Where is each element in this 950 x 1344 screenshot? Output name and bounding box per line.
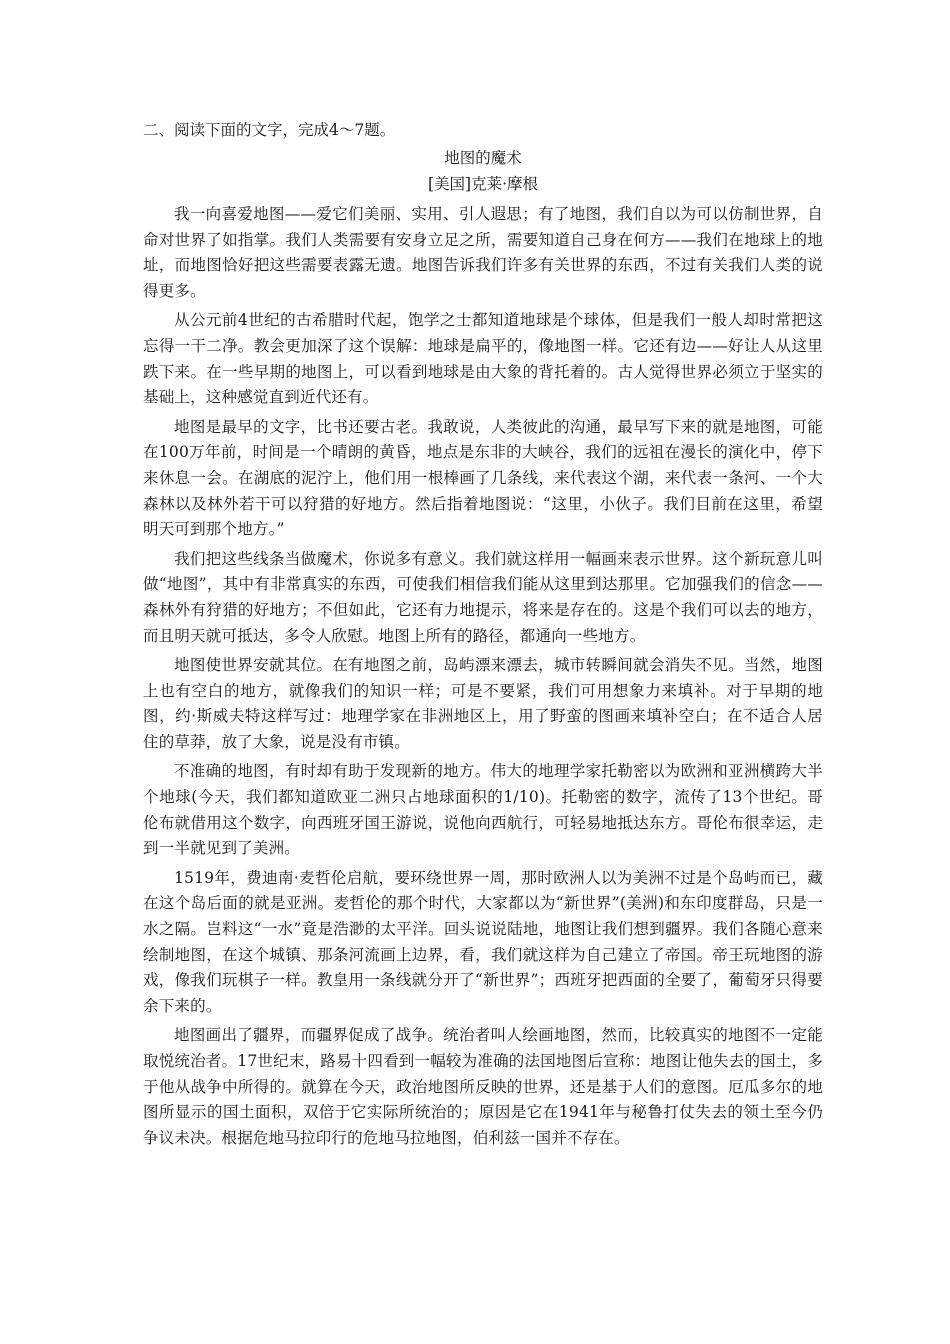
- paragraph: 我们把这些线条当做魔术，你说多有意义。我们就这样用一幅画来表示世界。这个新玩意儿叫做“地图”，其中有非常真实的东西，可使我们相信我们能从这里到达那里。它加强我们的信念——森林外有狩猎的好地方；不但如此，它还有力地提示，将来是存在的。这是个我们可以去的地方，而且明天就可抵达，多令人欣慰。地图上所有的路径，都通向一些地方。: [143, 549, 823, 645]
- article-author: [美国]克莱·摩根: [427, 175, 539, 193]
- paragraph: 我一向喜爱地图——爱它们美丽、实用、引人遐思；有了地图，我们自以为可以仿制世界，自命对世界了如指掌。我们人类需要有安身立足之所，需要知道自己身在何方——我们在地球上的地址，而地图恰好把这些需要表露无遗。地图告诉我们许多有关世界的东西，不过有关我们人类的说得更多。: [143, 205, 823, 300]
- paragraph: 不准确的地图，有时却有助于发现新的地方。伟大的地理学家托勒密以为欧洲和亚洲横跨大半个地球(今天，我们都知道欧亚二洲只占地球面积的1/10)。托勒密的数字，流传了13个世纪。哥伦布就借用这个数字，向西班牙国王游说，说他向西航行，可轻易地抵达东方。哥伦布很幸运，走到一半就见到了美洲。: [143, 762, 823, 858]
- paragraph: 从公元前4世纪的古希腊时代起，饱学之士都知道地球是个球体，但是我们一般人却时常把这忘得一干二净。教会更加深了这个误解：地球是扁平的，像地图一样。它还有边——好让人从这里跌下来。在一些早期的地图上，可以看到地球是由大象的背托着的。古人觉得世界必须立于坚实的基础上，这种感觉直到近代还有。: [143, 311, 823, 407]
- paragraph: 地图使世界安就其位。在有地图之前，岛屿漂来漂去，城市转瞬间就会消失不见。当然，地图上也有空白的地方，就像我们的知识一样；可是不要紧，我们可用想象力来填补。对于早期的地图，约·斯威夫特这样写过：地理学家在非洲地区上，用了野蛮的图画来填补空白；在不适合人居住的草莽，放了大象，说是没有市镇。: [143, 656, 823, 751]
- paragraph: 地图画出了疆界，而疆界促成了战争。统治者叫人绘画地图，然而，比较真实的地图不一定能取悦统治者。17世纪末，路易十四看到一幅较为准确的法国地图后宣称：地图让他失去的国土，多于他从战争中所得的。就算在今天，政治地图所反映的世界，还是基于人们的意图。厄瓜多尔的地图所显示的国土面积，双倍于它实际所统治的；原因是它在1941年与秘鲁打仗失去的领土至今仍争议未决。根据危地马拉印行的危地马拉地图，伯利兹一国并不存在。: [143, 1026, 823, 1147]
- paragraph: 1519年，费迪南·麦哲伦启航，要环绕世界一周，那时欧洲人以为美洲不过是个岛屿而已，藏在这个岛后面的就是亚洲。麦哲伦的那个时代，大家都以为“新世界”(美洲)和东印度群岛，只是一水之隔。岂料这“一水”竟是浩渺的太平洋。回头说说陆地，地图让我们想到疆界。我们各随心意来绘制地图，在这个城镇、那条河流画上边界，看，我们就这样为自己建立了帝国。帝王玩地图的游戏，像我们玩棋子一样。教皇用一条线就分开了“新世界”；西班牙把西面的全要了，葡萄牙只得要余下来的。: [143, 868, 823, 1015]
- article-title: 地图的魔术: [444, 149, 522, 167]
- document-page: [143, 118, 823, 1155]
- paragraph: 地图是最早的文字，比书还要古老。我敢说，人类彼此的沟通，最早写下来的就是地图，可能在100万年前，时间是一个晴朗的黄昏，地点是东非的大峡谷，我们的远祖在漫长的演化中，停下来休息一会。在湖底的泥泞上，他们用一根棒画了几条线，来代表这个湖，来代表一条河、一个大森林以及林外若干可以狩猎的好地方。然后指着地图说：“这里，小伙子。我们目前在这里，希望明天可到那个地方。”: [143, 417, 823, 539]
- section-heading: 二、阅读下面的文字，完成4～7题。: [143, 121, 396, 139]
